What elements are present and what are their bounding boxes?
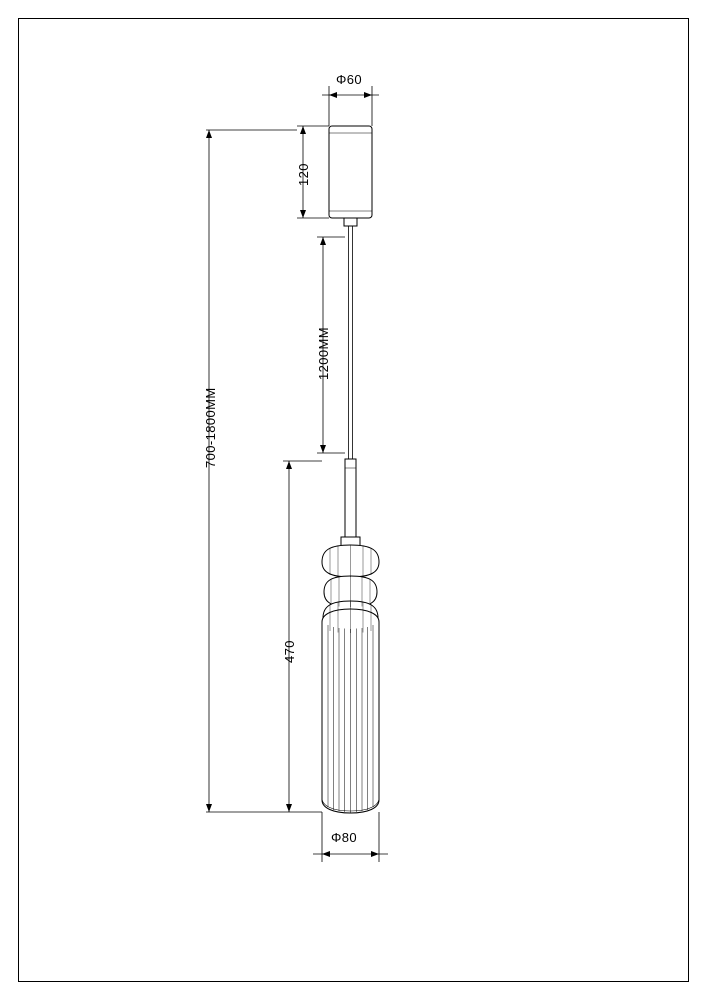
dimension-label-shade-height: 470 [282,640,297,663]
dimension-shade-height [283,461,322,812]
dimension-label-total-height: 700-1800MM [203,387,218,468]
stem-connector [341,459,360,549]
dimension-canopy-diameter [322,86,379,126]
canopy-body [329,126,372,226]
lamp-shade [322,545,379,813]
dimension-label-canopy-height: 120 [296,163,311,186]
dimension-label-canopy-diameter: Φ60 [336,72,363,87]
dimension-label-suspension-length: 1200MM [316,327,331,380]
dimension-label-shade-diameter: Φ80 [331,830,358,845]
suspension-cord [349,226,353,459]
dimension-total-height [206,130,297,812]
